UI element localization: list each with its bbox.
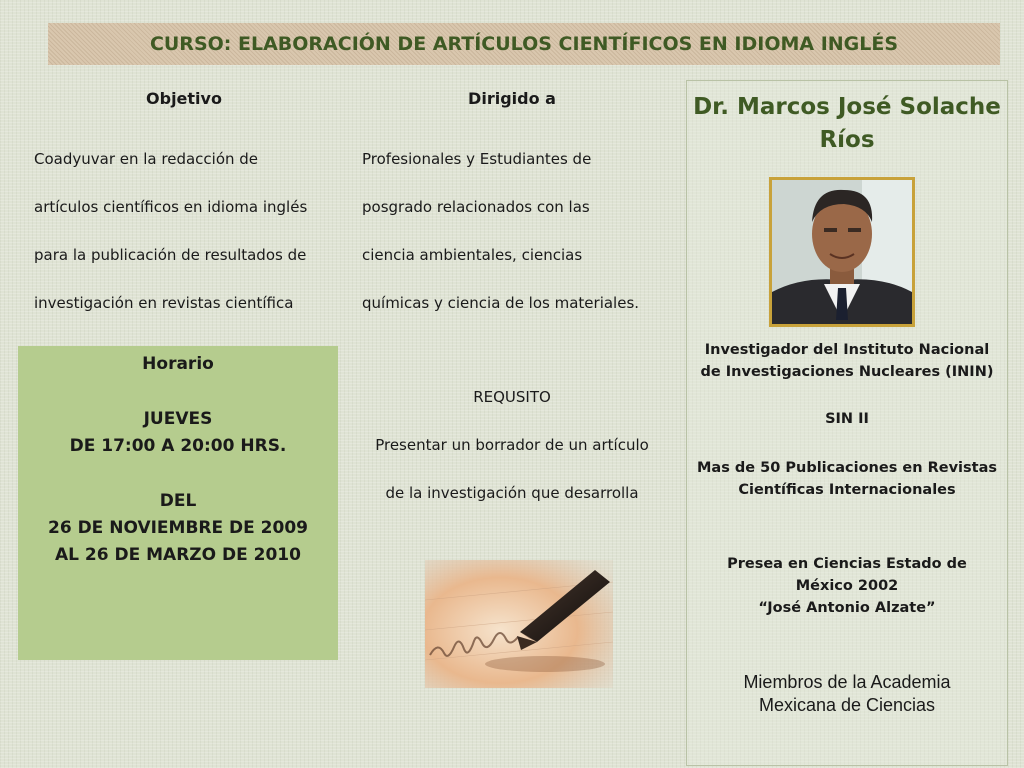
- speaker-photo: [769, 177, 915, 327]
- objetivo-line: artículos científicos en idioma inglés: [34, 198, 308, 216]
- speaker-name-line: Ríos: [819, 127, 875, 153]
- speaker-name: [687, 91, 1007, 157]
- award-line: Presea en Ciencias Estado de: [727, 556, 967, 572]
- speaker-award: [687, 553, 1007, 619]
- objetivo-heading: Objetivo: [146, 89, 222, 108]
- affiliation-line: Investigador del Instituto Nacional: [704, 342, 990, 358]
- publications-line: Mas de 50 Publicaciones en Revistas: [697, 460, 997, 476]
- speaker-publications: [687, 457, 1007, 501]
- dirigido-line: posgrado relacionados con las: [362, 198, 590, 216]
- requisito-heading: REQUSITO: [473, 388, 551, 406]
- objetivo-line: Coadyuvar en la redacción de: [34, 150, 259, 168]
- fountain-pen-image: [425, 560, 613, 688]
- speaker-sni-level: SIN II: [825, 411, 869, 427]
- objetivo-text: [34, 135, 334, 327]
- slide-title: CURSO: ELABORACIÓN DE ARTÍCULOS CIENTÍFICOS EN IDIOMA INGLÉS: [149, 33, 899, 55]
- requisito-line: Presentar un borrador de un artículo: [375, 436, 649, 454]
- dirigido-text: [362, 135, 662, 327]
- award-line: “José Antonio Alzate”: [758, 600, 936, 616]
- horario-heading: Horario: [142, 354, 214, 374]
- horario-del: DEL: [159, 491, 197, 511]
- horario-box: [18, 346, 338, 660]
- dirigido-heading: Dirigido a: [468, 89, 556, 108]
- requisito-line: de la investigación que desarrolla: [385, 484, 639, 502]
- speaker-panel: [686, 80, 1008, 766]
- horario-day: JUEVES: [143, 409, 213, 429]
- objetivo-line: investigación en revistas científica: [34, 294, 294, 312]
- publications-line: Científicas Internacionales: [738, 482, 956, 498]
- award-line: México 2002: [795, 578, 899, 594]
- horario-time: DE 17:00 A 20:00 HRS.: [69, 436, 287, 456]
- horario-end-date: AL 26 DE MARZO DE 2010: [55, 545, 301, 565]
- dirigido-line: Profesionales y Estudiantes de: [362, 150, 592, 168]
- dirigido-line: químicas y ciencia de los materiales.: [362, 294, 640, 312]
- speaker-name-line: Dr. Marcos José Solache: [693, 94, 1001, 120]
- dirigido-line: ciencia ambientales, ciencias: [362, 246, 583, 264]
- affiliation-line: de Investigaciones Nucleares (ININ): [700, 364, 994, 380]
- objetivo-line: para la publicación de resultados de: [34, 246, 307, 264]
- membership-line: Miembros de la Academia: [743, 672, 951, 692]
- speaker-affiliation: [687, 339, 1007, 383]
- membership-line: Mexicana de Ciencias: [758, 695, 936, 715]
- speaker-membership: [687, 671, 1007, 717]
- horario-start-date: 26 DE NOVIEMBRE DE 2009: [48, 518, 308, 538]
- title-banner: [48, 23, 1000, 65]
